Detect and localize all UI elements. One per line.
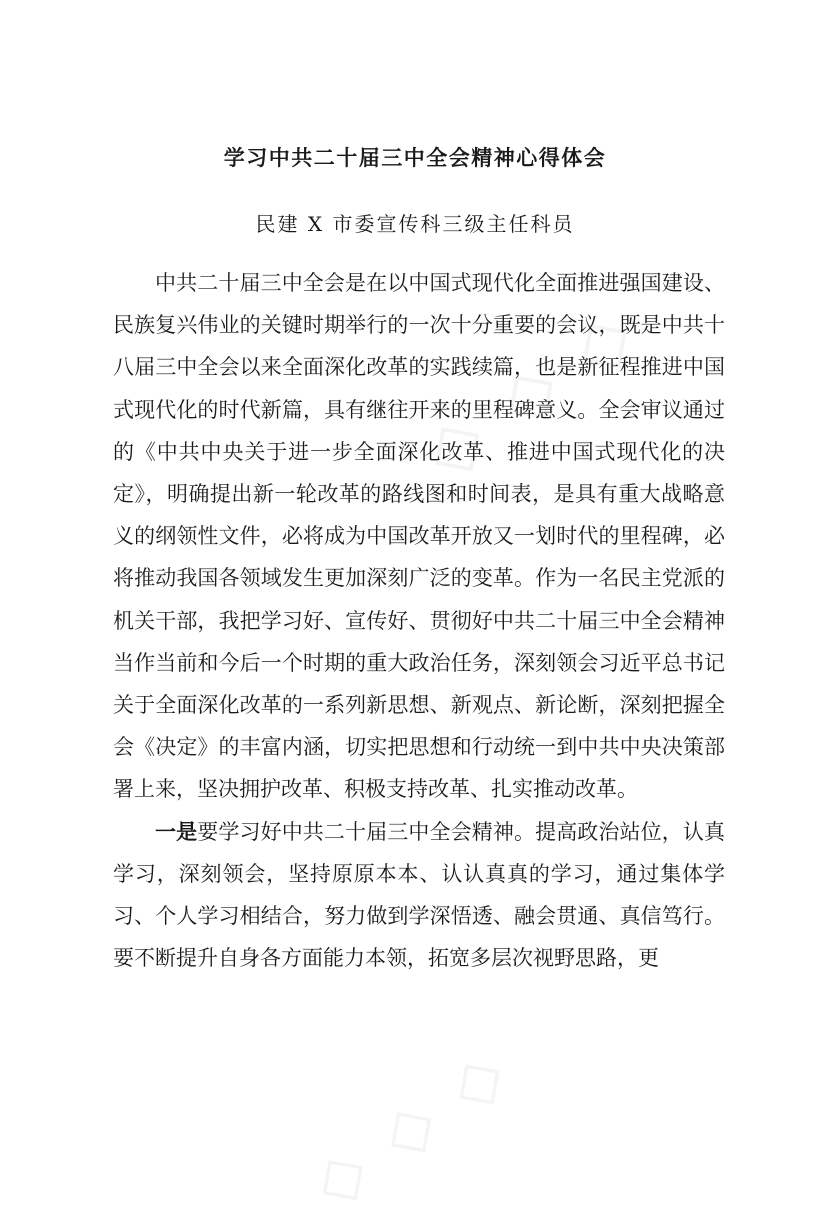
document-body <box>113 262 725 979</box>
paragraph-intro <box>113 262 725 811</box>
watermark <box>299 1033 523 1221</box>
paragraph-text: 中共二十届三中全会是在以中国式现代化全面推进强国建设、民族复兴伟业的关键时期举行的一次十分重要的会议，既是中共十八届三中全会以来全面深化改革的实践续篇，也是新征程推进中国式现代化的时代新篇，具有继往开来的里程碑意义。全会审议通过的《中共中央关于进一步全面深化改革、推进中国式现代化的决定》，明确提出新一轮改革的路线图和时间表，是具有重大战略意义的纲领性文件，必将成为中国改革开放又一划时代的里程碑，必将推动我国各领域发生更加深刻广泛的变革。作为一名民主党派的机关干部，我把学习好、宣传好、贯彻好中共二十届三中全会精神当作当前和今后一个时期的重大政治任务，深刻领会习近平总书记关于全面深化改革的一系列新思想、新观点、新论断，深刻把握全会《决定》的丰富内涵，切实把思想和行动统一到中共中央决策部署上来，坚决拥护改革、积极支持改革、扎实推动改革。 <box>113 271 725 802</box>
paragraph-lead: 一是 <box>155 819 198 844</box>
paragraph-text: 要学习好中共二十届三中全会精神。提高政治站位，认真学习，深刻领会，坚持原原本本、认认真真的学习，通过集体学习、个人学习相结合，努力做到学深悟透、融会贯通、真信笃行。要不断提升自身各方面能力本领，拓宽多层次视野思路，更 <box>113 819 726 971</box>
document-title: 学习中共二十届三中全会精神心得体会 <box>223 146 607 170</box>
document-author: 民建 X 市委宣传科三级主任科员 <box>255 212 575 236</box>
paragraph-point-one <box>113 811 725 980</box>
